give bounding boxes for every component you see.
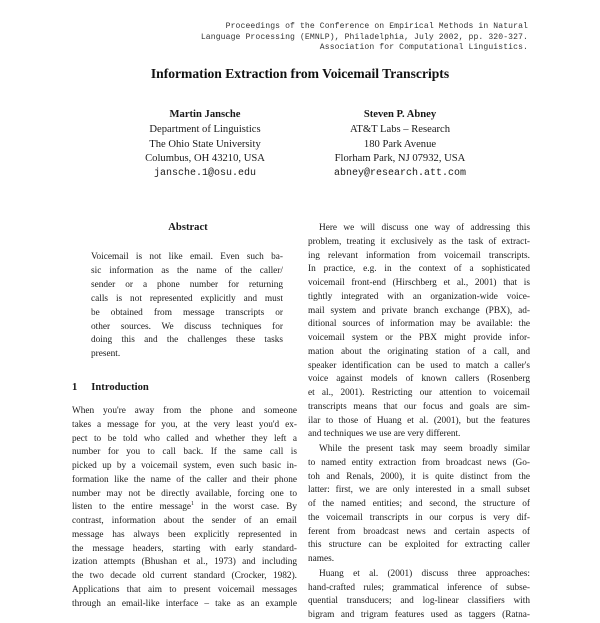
body-line-tail: in the worst case. By xyxy=(194,502,297,513)
footnote-marker[interactable]: 1 xyxy=(191,501,195,508)
proceedings-line: Proceedings of the Conference on Empirical Methods in Natural xyxy=(225,22,528,31)
abstract-line: other sources. We discuss techniques for xyxy=(91,321,283,332)
body-line: bigram and trigram features used as taggers (Ratna- xyxy=(308,610,530,620)
abstract-line: be obtained from message transcripts or xyxy=(91,307,283,318)
author-name: Steven P. Abney xyxy=(363,109,437,120)
body-line: transcripts means that our focus and goals are sim- xyxy=(308,401,530,412)
body-line-text: listen to the entire message xyxy=(72,502,192,513)
right-column-body xyxy=(308,222,530,623)
body-line: While the present task may seem broadly similar xyxy=(319,444,530,454)
body-line: the message headers, starting with early standard- xyxy=(72,543,297,554)
abstract-heading: Abstract xyxy=(168,222,208,233)
body-line: picked up by a voicemail system, even such basic in- xyxy=(72,461,297,471)
author-affiliation: Department of Linguistics xyxy=(149,123,261,135)
body-line: takes a message for you, at the very least you'd ex- xyxy=(72,419,297,430)
author-email: jansche.1@osu.edu xyxy=(153,168,257,180)
author-institution: 180 Park Avenue xyxy=(363,138,437,150)
body-line: latter: first, we are only interested in a small subset xyxy=(308,485,530,496)
abstract-line: Voicemail is not like email. Even such ba- xyxy=(91,252,283,262)
body-line: the voicemail transcripts in our corpus is very dif- xyxy=(308,512,530,523)
abstract-line: present. xyxy=(91,349,121,360)
body-line: ferent from broadcast news and certain aspects of xyxy=(308,526,530,537)
body-line: this structure can be exploited for extracting caller xyxy=(308,540,530,551)
body-line: through an email-like interface – take as an example xyxy=(72,598,297,609)
author-address: Florham Park, NJ 07932, USA xyxy=(334,153,466,165)
body-line: ditional sources of information may be available: the xyxy=(308,319,530,330)
body-line: message has always been explicitly represented in xyxy=(72,529,297,540)
author-address: Columbus, OH 43210, USA xyxy=(145,153,265,165)
section-title: Introduction xyxy=(91,382,149,393)
body-line: hand-crafted rules; grammatical inference of subse- xyxy=(308,582,530,593)
body-line: formation like the name of the caller and their phone xyxy=(72,474,297,485)
proceedings-line: Association for Computational Linguistics. xyxy=(319,43,528,52)
section-heading-introduction xyxy=(72,382,149,393)
proceedings-line: Language Processing (EMNLP), Philadelphia, July 2002, pp. 320-327. xyxy=(200,32,528,42)
author-affiliation: AT&T Labs – Research xyxy=(349,123,451,135)
body-line: voicemail system or the PBX might provide infor- xyxy=(308,333,530,343)
body-line: quential transducers; and log-linear classifiers with xyxy=(308,596,530,607)
abstract-line: doing this and the challenges these tasks xyxy=(91,335,283,346)
body-line: voice against models of known callers (Rosenberg xyxy=(308,374,530,385)
body-line: to named entity extraction from broadcast news (Go- xyxy=(308,457,530,468)
body-line: voicemail front-end (Hirschberg et al., 2001) that is xyxy=(308,278,530,288)
body-line: et al., 2001). Restricting our attention to voicemail xyxy=(308,388,530,398)
body-line-with-footnote xyxy=(72,501,297,515)
body-line: In practice, e.g. in the context of a sophisticated xyxy=(308,264,530,275)
abstract-body xyxy=(91,251,283,362)
body-line: mail system and private branch exchange (PBX), ad- xyxy=(308,305,530,316)
author-name: Martin Jansche xyxy=(169,109,241,120)
body-line: of the named entities; and second, the structure of xyxy=(308,499,530,509)
author-block-2 xyxy=(290,108,510,182)
body-line: Huang et al. (2001) discuss three approaches: xyxy=(319,568,530,579)
body-line: ing relevant information from voicemail transcripts. xyxy=(308,250,530,261)
body-line: tightly integrated with an organization-wide voice- xyxy=(308,291,530,302)
abstract-line: sic information as the name of the caller/ xyxy=(91,265,283,276)
author-block-1 xyxy=(95,108,315,182)
body-line: pect to be told who called and whether they left a xyxy=(72,433,297,444)
proceedings-header xyxy=(108,22,528,54)
abstract-line: calls is not represented explicitly and must xyxy=(91,293,283,304)
body-line: the two decade old current standard (Crocker, 1982). xyxy=(72,571,297,581)
body-line: Applications that aim to present voicemail messages xyxy=(72,584,297,595)
body-line: ization attempts (Bhushan et al., 1973) and including xyxy=(72,557,297,568)
introduction-body xyxy=(72,405,297,611)
body-line: When you're away from the phone and someone xyxy=(72,406,297,416)
body-line: ilar to those of Huang et al. (2001), but the features xyxy=(308,415,530,426)
body-line: problem, treating it exclusively as the task of extract- xyxy=(308,236,530,247)
body-line: contrast, information about the sender of an email xyxy=(72,516,297,526)
body-line: toh and Renals, 2000), it is quite distinct from the xyxy=(308,471,530,482)
author-institution: The Ohio State University xyxy=(149,138,261,150)
body-line: Here we will discuss one way of addressing this xyxy=(319,223,530,233)
section-number: 1 xyxy=(72,382,78,393)
body-line: speaker identification can be used to match a caller's xyxy=(308,360,530,371)
author-email: abney@research.att.com xyxy=(333,168,467,180)
paper-title: Information Extraction from Voicemail Transcripts xyxy=(150,66,450,81)
body-line: mation about the originating station of a call, and xyxy=(308,346,530,357)
body-line: number for you to call back. If the same call is xyxy=(72,447,297,458)
body-line: and techniques we use are very different. xyxy=(308,429,461,440)
body-line: names. xyxy=(308,554,335,564)
body-line: number may not be directly available, forcing one to xyxy=(72,488,297,499)
abstract-line: sender or a phone number for returning xyxy=(91,279,283,290)
